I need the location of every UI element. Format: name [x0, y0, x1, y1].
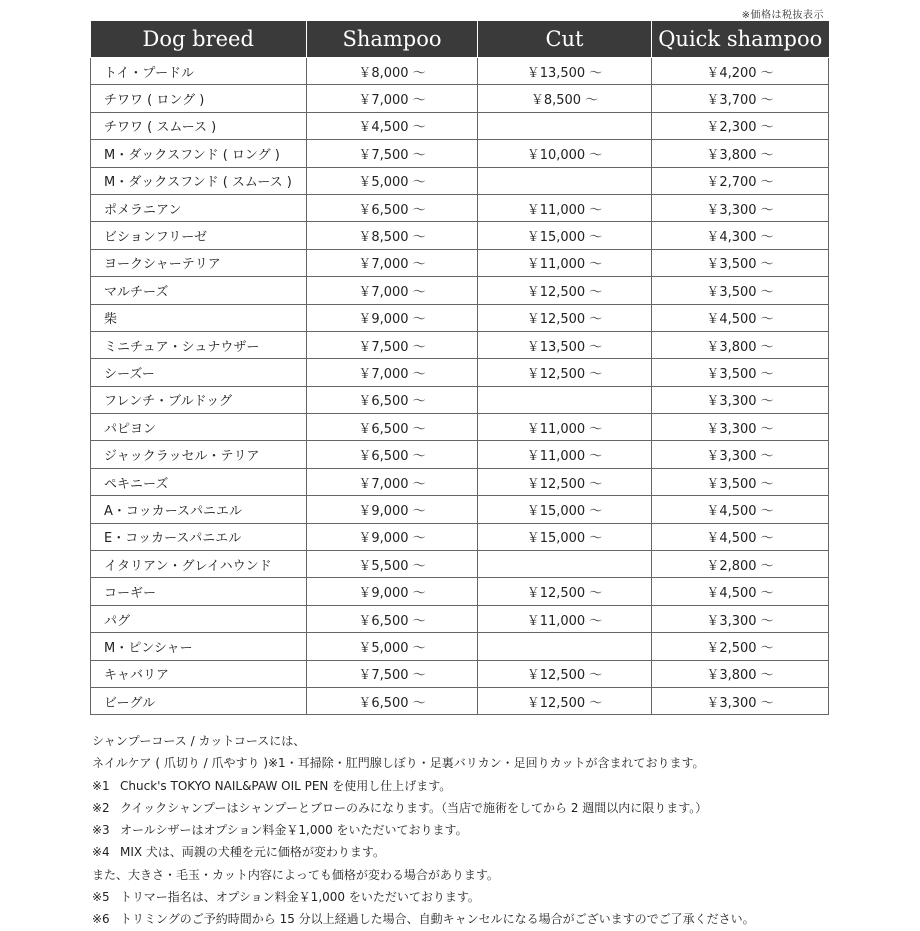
header-row	[91, 21, 829, 58]
cut-price-cell: ￥11,000 ～	[478, 249, 652, 276]
shampoo-price-cell: ￥9,000 ～	[307, 523, 478, 550]
shampoo-price-cell: ￥5,000 ～	[307, 167, 478, 194]
cut-price-cell: ￥11,000 ～	[478, 605, 652, 632]
table-row	[91, 468, 829, 495]
cut-price-cell: ￥8,500 ～	[478, 85, 652, 112]
table-row	[91, 578, 829, 605]
table-row	[91, 222, 829, 249]
quick-shampoo-price-cell: ￥4,200 ～	[652, 58, 829, 85]
quick-shampoo-price-cell: ￥4,500 ～	[652, 304, 829, 331]
quick-shampoo-price-cell: ￥3,300 ～	[652, 441, 829, 468]
breed-cell: ミニチュア・シュナウザー	[91, 331, 307, 358]
note-line	[92, 730, 852, 752]
table-row	[91, 277, 829, 304]
breed-cell: ビーグル	[91, 687, 307, 714]
note-mark: ※5	[92, 890, 110, 905]
shampoo-price-cell: ￥8,000 ～	[307, 58, 478, 85]
note-line	[92, 752, 852, 774]
breed-cell: チワワ ( ロング )	[91, 85, 307, 112]
table-row	[91, 414, 829, 441]
cut-price-cell	[478, 633, 652, 660]
note-line	[92, 797, 852, 819]
quick-shampoo-price-cell: ￥2,300 ～	[652, 112, 829, 139]
quick-shampoo-price-cell: ￥3,800 ～	[652, 660, 829, 687]
breed-cell: シーズー	[91, 359, 307, 386]
cut-price-cell: ￥13,500 ～	[478, 58, 652, 85]
table-row	[91, 140, 829, 167]
note-line	[92, 864, 852, 886]
quick-shampoo-price-cell: ￥3,500 ～	[652, 468, 829, 495]
quick-shampoo-price-cell: ￥2,700 ～	[652, 167, 829, 194]
breed-cell: M・ダックスフンド ( ロング )	[91, 140, 307, 167]
table-row	[91, 85, 829, 112]
table-row	[91, 331, 829, 358]
tax-note: ※価格は税抜表示	[741, 10, 824, 21]
cut-price-cell	[478, 167, 652, 194]
shampoo-price-cell: ￥4,500 ～	[307, 112, 478, 139]
cut-price-cell: ￥11,000 ～	[478, 414, 652, 441]
table-row	[91, 660, 829, 687]
cut-price-cell: ￥15,000 ～	[478, 523, 652, 550]
quick-shampoo-price-cell: ￥3,300 ～	[652, 605, 829, 632]
breed-cell: パグ	[91, 605, 307, 632]
cut-price-cell	[478, 112, 652, 139]
quick-shampoo-price-cell: ￥3,500 ～	[652, 359, 829, 386]
breed-cell: M・ピンシャー	[91, 633, 307, 660]
shampoo-price-cell: ￥7,000 ～	[307, 359, 478, 386]
table-row	[91, 687, 829, 714]
shampoo-price-cell: ￥6,500 ～	[307, 194, 478, 221]
table-row	[91, 386, 829, 413]
shampoo-price-cell: ￥9,000 ～	[307, 304, 478, 331]
breed-cell: A・コッカースパニエル	[91, 496, 307, 523]
quick-shampoo-price-cell: ￥3,300 ～	[652, 414, 829, 441]
notes-section	[92, 730, 852, 931]
cut-price-cell: ￥12,500 ～	[478, 687, 652, 714]
note-text: トリマー指名は、オプション料金￥1,000 をいただいております。	[120, 890, 480, 905]
price-table-body	[91, 58, 829, 715]
note-text: シャンプーコース / カットコースには、	[92, 734, 306, 748]
cut-price-cell: ￥15,000 ～	[478, 496, 652, 523]
shampoo-price-cell: ￥6,500 ～	[307, 605, 478, 632]
breed-cell: チワワ ( スムース )	[91, 112, 307, 139]
cut-price-cell: ￥12,500 ～	[478, 359, 652, 386]
shampoo-price-cell: ￥7,500 ～	[307, 331, 478, 358]
cut-price-cell: ￥12,500 ～	[478, 277, 652, 304]
quick-shampoo-price-cell: ￥3,300 ～	[652, 386, 829, 413]
breed-cell: ビションフリーゼ	[91, 222, 307, 249]
shampoo-price-cell: ￥6,500 ～	[307, 441, 478, 468]
note-text: トリミングのご予約時間から 15 分以上経過した場合、自動キャンセルになる場合がございますのでご了承ください。	[120, 912, 755, 927]
price-table-header	[91, 21, 829, 58]
table-row	[91, 58, 829, 85]
shampoo-price-cell: ￥7,000 ～	[307, 85, 478, 112]
note-line	[92, 775, 852, 797]
quick-shampoo-price-cell: ￥3,800 ～	[652, 140, 829, 167]
note-line	[92, 819, 852, 841]
cut-price-cell: ￥12,500 ～	[478, 578, 652, 605]
breed-cell: コーギー	[91, 578, 307, 605]
quick-shampoo-price-cell: ￥3,300 ～	[652, 194, 829, 221]
cut-price-cell: ￥13,500 ～	[478, 331, 652, 358]
header-dog-breed: Dog breed	[91, 21, 307, 58]
cut-price-cell: ￥11,000 ～	[478, 441, 652, 468]
cut-price-cell	[478, 386, 652, 413]
price-table	[90, 21, 829, 715]
breed-cell: パピヨン	[91, 414, 307, 441]
breed-cell: キャバリア	[91, 660, 307, 687]
table-row	[91, 441, 829, 468]
note-text: また、大きさ・毛玉・カット内容によっても価格が変わる場合があります。	[92, 867, 499, 882]
breed-cell: フレンチ・ブルドッグ	[91, 386, 307, 413]
cut-price-cell	[478, 551, 652, 578]
breed-cell: トイ・プードル	[91, 58, 307, 85]
shampoo-price-cell: ￥7,000 ～	[307, 249, 478, 276]
quick-shampoo-price-cell: ￥4,500 ～	[652, 523, 829, 550]
note-mark: ※6	[92, 912, 110, 927]
note-mark: ※1	[92, 778, 110, 793]
header-shampoo: Shampoo	[307, 21, 478, 58]
shampoo-price-cell: ￥7,000 ～	[307, 468, 478, 495]
note-text: オールシザーはオプション料金￥1,000 をいただいております。	[120, 823, 468, 838]
shampoo-price-cell: ￥7,500 ～	[307, 140, 478, 167]
quick-shampoo-price-cell: ￥3,700 ～	[652, 85, 829, 112]
shampoo-price-cell: ￥7,500 ～	[307, 660, 478, 687]
shampoo-price-cell: ￥8,500 ～	[307, 222, 478, 249]
breed-cell: M・ダックスフンド ( スムース )	[91, 167, 307, 194]
breed-cell: ポメラニアン	[91, 194, 307, 221]
header-cut: Cut	[478, 21, 652, 58]
table-row	[91, 523, 829, 550]
shampoo-price-cell: ￥9,000 ～	[307, 578, 478, 605]
cut-price-cell: ￥11,000 ～	[478, 194, 652, 221]
table-row	[91, 496, 829, 523]
note-mark: ※3	[92, 823, 110, 838]
quick-shampoo-price-cell: ￥3,300 ～	[652, 687, 829, 714]
cut-price-cell: ￥12,500 ～	[478, 660, 652, 687]
note-line	[92, 886, 852, 908]
cut-price-cell: ￥15,000 ～	[478, 222, 652, 249]
table-row	[91, 167, 829, 194]
table-row	[91, 633, 829, 660]
note-text: MIX 犬は、両親の犬種を元に価格が変わります。	[120, 845, 385, 860]
table-row	[91, 359, 829, 386]
quick-shampoo-price-cell: ￥3,800 ～	[652, 331, 829, 358]
breed-cell: ペキニーズ	[91, 468, 307, 495]
table-row	[91, 112, 829, 139]
breed-cell: E・コッカースパニエル	[91, 523, 307, 550]
breed-cell: 柴	[91, 304, 307, 331]
cut-price-cell: ￥12,500 ～	[478, 468, 652, 495]
quick-shampoo-price-cell: ￥2,800 ～	[652, 551, 829, 578]
note-text: ネイルケア ( 爪切り / 爪やすり )※1・耳掃除・肛門腺しぼり・足裏バリカン・足回りカットが含まれております。	[92, 756, 705, 771]
cut-price-cell: ￥10,000 ～	[478, 140, 652, 167]
note-mark: ※4	[92, 845, 110, 860]
shampoo-price-cell: ￥6,500 ～	[307, 414, 478, 441]
breed-cell: イタリアン・グレイハウンド	[91, 551, 307, 578]
shampoo-price-cell: ￥6,500 ～	[307, 386, 478, 413]
breed-cell: ヨークシャーテリア	[91, 249, 307, 276]
quick-shampoo-price-cell: ￥3,500 ～	[652, 249, 829, 276]
note-mark: ※2	[92, 800, 110, 815]
shampoo-price-cell: ￥6,500 ～	[307, 687, 478, 714]
shampoo-price-cell: ￥5,500 ～	[307, 551, 478, 578]
table-row	[91, 551, 829, 578]
shampoo-price-cell: ￥9,000 ～	[307, 496, 478, 523]
breed-cell: マルチーズ	[91, 277, 307, 304]
table-row	[91, 304, 829, 331]
shampoo-price-cell: ￥7,000 ～	[307, 277, 478, 304]
quick-shampoo-price-cell: ￥2,500 ～	[652, 633, 829, 660]
quick-shampoo-price-cell: ￥4,500 ～	[652, 578, 829, 605]
table-row	[91, 605, 829, 632]
shampoo-price-cell: ￥5,000 ～	[307, 633, 478, 660]
header-quick-shampoo: Quick shampoo	[652, 21, 829, 58]
table-row	[91, 249, 829, 276]
cut-price-cell: ￥12,500 ～	[478, 304, 652, 331]
quick-shampoo-price-cell: ￥4,500 ～	[652, 496, 829, 523]
quick-shampoo-price-cell: ￥3,500 ～	[652, 277, 829, 304]
note-text: クイックシャンプーはシャンプーとブローのみになります。（当店で施術をしてから 2 週間以内に限ります。）	[120, 800, 708, 815]
note-text: Chuck's TOKYO NAIL&PAW OIL PEN を使用し仕上げます。	[120, 778, 452, 793]
note-line	[92, 841, 852, 863]
quick-shampoo-price-cell: ￥4,300 ～	[652, 222, 829, 249]
breed-cell: ジャックラッセル・テリア	[91, 441, 307, 468]
table-row	[91, 194, 829, 221]
